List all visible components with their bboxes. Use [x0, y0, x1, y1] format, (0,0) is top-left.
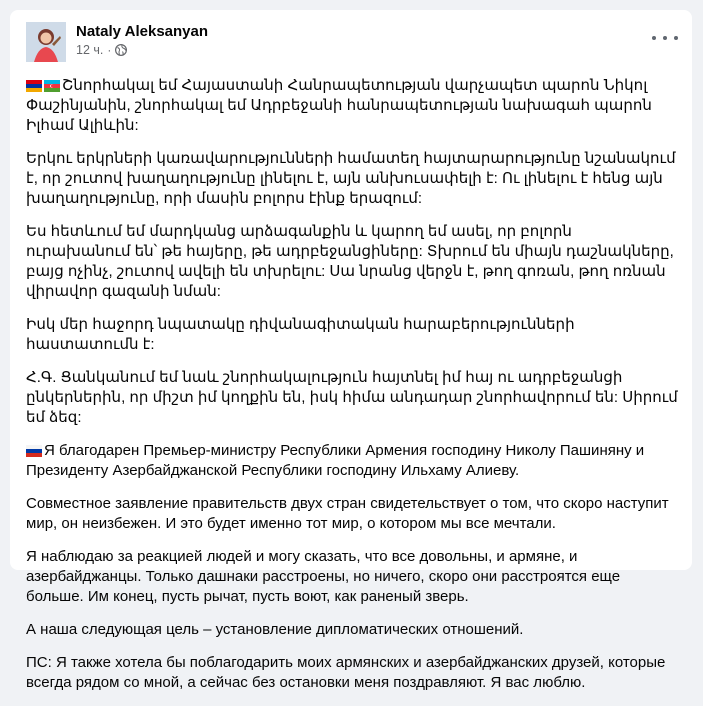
azerbaijan-flag-icon: [44, 80, 60, 92]
paragraph-ru-2: Совместное заявление правительств двух стран свидетельствует о том, что скоро наступит мир, он неизбежен. И это будет именно тот мир, о котором мы все мечтали.: [26, 495, 669, 532]
paragraph-hy-4: Իսկ մեր հաջորդ նպատակը դիվանագիտական հարաբերությունների հաստատումն է:: [26, 316, 575, 353]
avatar-photo: [26, 22, 66, 62]
more-options-icon[interactable]: [652, 28, 678, 48]
post-card: [10, 10, 692, 691]
armenia-flag-icon: [26, 80, 42, 92]
paragraph-hy-3: Ես հետևում եմ մարդկանց արձագանքին և կարող եմ ասել, որ բոլորն ուրախանում են՝ թե հայերը, թե ադրբեջանցիները: Տխրում են միայն դաշնակները, բայց ոչինչ, շուտով ավելի են տխրելու: Սա նրանց վերջն է, թող գոռան, թող ոռնան վիրավոր գազանի նման:: [26, 223, 674, 300]
globe-icon[interactable]: [115, 44, 127, 56]
paragraph-text: Շնորհակալ եմ Հայաստանի Հանրապետության վարչապետ պարոն Նիկոլ Փաշինյանին, շնորհակալ եմ Ադրբեջանի հանրապետության նախագահ պարոն Իլհամ Ալիևին:: [26, 77, 652, 134]
paragraph-text: Я благодарен Премьер-министру Республики Армения господину Николу Пашиняну и Президенту Азербайджанской Республики господину Ильхаму Алиеву.: [26, 442, 645, 479]
russia-flag-icon: [26, 445, 42, 457]
separator-dot: ·: [107, 43, 112, 57]
paragraph-ru-5: ПС: Я также хотела бы поблагодарить моих армянских и азербайджанских друзей, которые всегда рядом со мной, а сейчас без остановки меня поздравляют. Я вас люблю.: [26, 654, 666, 691]
avatar[interactable]: [26, 22, 66, 62]
paragraph-ru-4: А наша следующая цель – установление дипломатических отношений.: [26, 621, 524, 638]
post-meta: [76, 43, 127, 57]
paragraph-ru-1: [26, 441, 678, 481]
paragraph-hy-5: Հ.Գ. Ցանկանում եմ նաև շնորհակալություն հայտնել իմ հայ ու ադրբեջանցի ընկերներին, որ միշտ իմ կողքին են, իսկ հիմա անդադար շնորհավորում են: Սիրում եմ ձեզ:: [26, 369, 678, 426]
paragraph-hy-2: Երկու երկրների կառավարությունների համատեղ հայտարարությունը նշանակում է, որ շուտով խաղաղությունը լինելու է, այն անխուսափելի է: Ու լինելու է հենց այն խաղաղությունը, որի մասին բոլորս էինք երազում:: [26, 150, 676, 207]
paragraph-ru-3: Я наблюдаю за реакцией людей и могу сказать, что все довольны, и армяне, и азербайджанцы. Только дашнаки расстроены, но ничего, скоро они расстроятся еще больше. Им конец, пусть рычат, пусть воют, как раненый зверь.: [26, 548, 621, 605]
post-body: [26, 76, 678, 706]
paragraph-hy-1: [26, 76, 678, 136]
post-header: [10, 10, 692, 66]
author-name[interactable]: Nataly Aleksanyan: [76, 23, 209, 40]
post-time[interactable]: 12 ч.: [76, 43, 104, 57]
